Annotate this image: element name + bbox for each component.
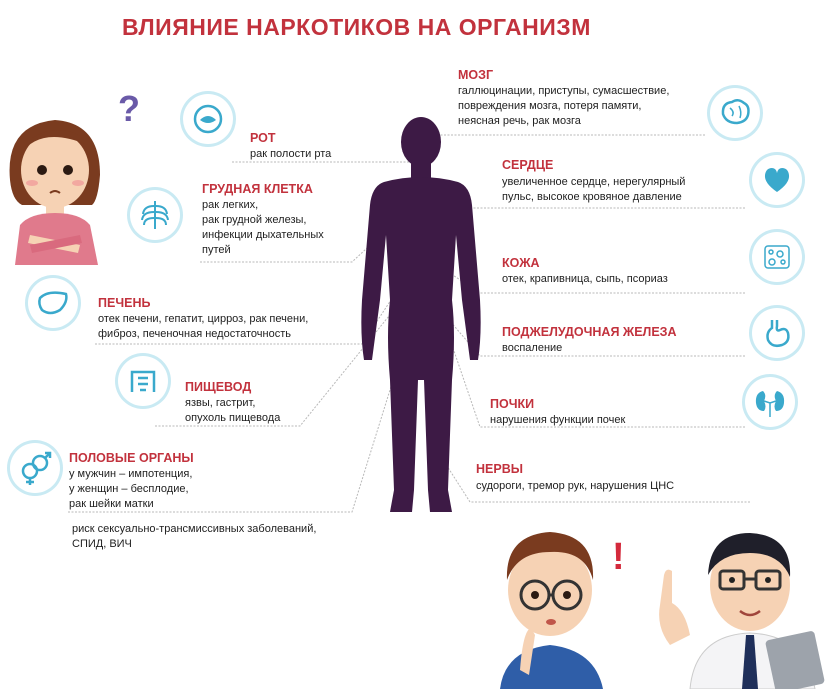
label-pechen: ПЕЧЕНЬ bbox=[98, 296, 151, 310]
desc-nervy: судороги, тремор рук, нарушения ЦНС bbox=[476, 480, 675, 492]
desc-polov-extra: риск сексуально-трансмиссивных заболеваний, СПИД, ВИЧ bbox=[72, 523, 317, 550]
desc-pochki: нарушения функции почек bbox=[490, 414, 626, 426]
mouth-icon bbox=[183, 94, 233, 144]
exclamation-mark-icon: ! bbox=[612, 536, 625, 578]
body-silhouette bbox=[361, 117, 480, 512]
liver-icon bbox=[28, 278, 78, 328]
label-rot: РОТ bbox=[250, 131, 276, 145]
boy-illustration bbox=[495, 510, 615, 689]
label-mozg: МОЗГ bbox=[458, 68, 494, 82]
label-serdce: СЕРДЦЕ bbox=[502, 158, 554, 172]
gender-icon bbox=[10, 443, 60, 493]
heart-icon bbox=[752, 155, 802, 205]
desc-mozg: галлюцинации, приступы, сумасшествие, повреждения мозга, потеря памяти, неясная речь, рак мозга bbox=[458, 85, 670, 127]
intestine-icon bbox=[118, 356, 168, 406]
desc-polov: у мужчин – импотенция, у женщин – бесплодие, рак шейки матки bbox=[69, 468, 193, 510]
doctor-illustration bbox=[650, 515, 828, 689]
label-pishch: ПИЩЕВОД bbox=[185, 380, 252, 394]
desc-kozha: отек, крапивница, сыпь, псориаз bbox=[502, 273, 668, 285]
desc-pishch: язвы, гастрит, опухоль пищевода bbox=[185, 397, 281, 424]
page-title: ВЛИЯНИЕ НАРКОТИКОВ НА ОРГАНИЗМ bbox=[122, 14, 591, 40]
label-podzh: ПОДЖЕЛУДОЧНАЯ ЖЕЛЕЗА bbox=[502, 325, 677, 339]
skin-icon bbox=[752, 232, 802, 282]
desc-grud: рак легких, рак грудной железы, инфекции дыхательных путей bbox=[202, 199, 324, 256]
label-grud: ГРУДНАЯ КЛЕТКА bbox=[202, 182, 313, 196]
girl-illustration bbox=[0, 85, 120, 265]
desc-pechen: отек печени, гепатит, цирроз, рак печени, фиброз, печеночная недостаточность bbox=[98, 313, 309, 340]
label-pochki: ПОЧКИ bbox=[490, 397, 535, 411]
brain-icon bbox=[710, 88, 760, 138]
desc-rot: рак полости рта bbox=[250, 148, 332, 160]
question-mark-icon: ? bbox=[118, 88, 140, 129]
kidneys-icon bbox=[745, 377, 795, 427]
ribcage-icon bbox=[130, 190, 180, 240]
desc-podzh: воспаление bbox=[502, 342, 563, 354]
label-nervy: НЕРВЫ bbox=[476, 462, 523, 476]
label-polov: ПОЛОВЫЕ ОРГАНЫ bbox=[69, 451, 194, 465]
label-kozha: КОЖА bbox=[502, 256, 540, 270]
stomach-icon bbox=[752, 308, 802, 358]
desc-serdce: увеличенное сердце, нерегулярный пульс, высокое кровяное давление bbox=[502, 176, 686, 203]
